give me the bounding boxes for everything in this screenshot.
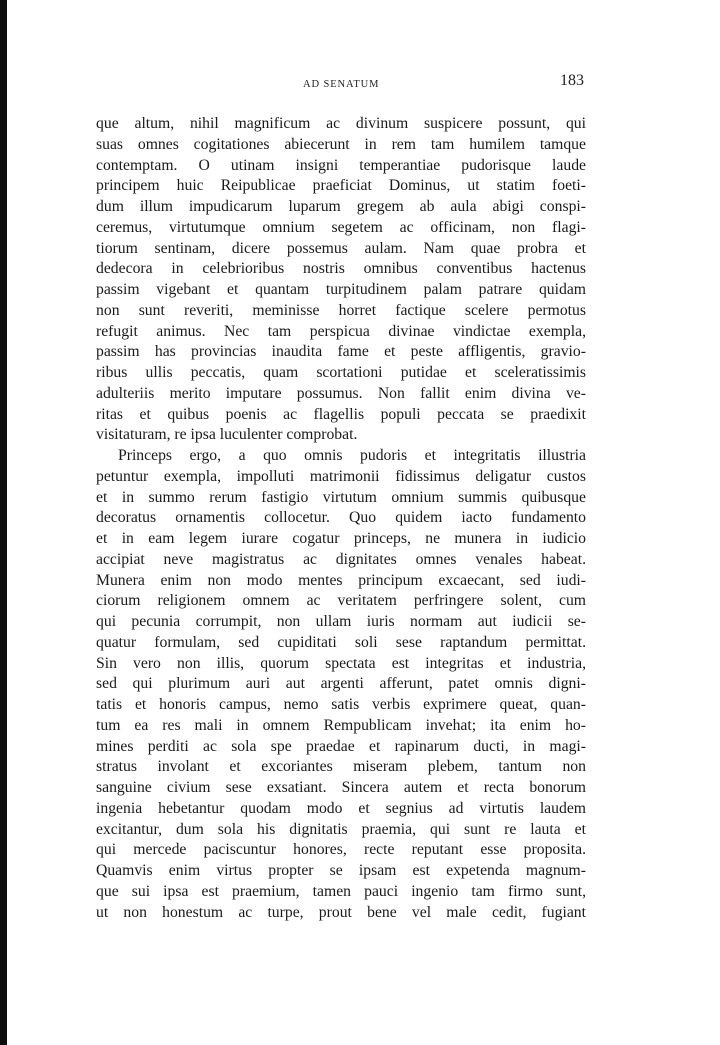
text-line: sanguine civium sese exsatiant. Sincera autem et recta bonorum <box>96 779 586 796</box>
binding-edge <box>0 0 7 1045</box>
text-line: petuntur exempla, impolluti matrimonii fidissimus deligatur custos <box>96 467 586 485</box>
text-line: ribus ullis peccatis, quam scortationi putidae et sceleratissimis <box>96 364 586 381</box>
text-line: contemptam. O utinam insigni temperantiae pudorisque laude <box>96 156 586 174</box>
text-line: excitantur, dum sola his dignitatis praemia, qui sunt re lauta et <box>96 820 586 838</box>
text-line: principem huic Reipublicae praeficiat Dominus, ut statim foeti- <box>96 177 586 195</box>
text-line: sed qui plurimum auri aut argenti afferunt, patet omnis digni- <box>96 675 586 693</box>
text-line: et in eam legem iurare cogatur princeps, ne munera in iudicio <box>96 530 586 547</box>
text-line: refugit animus. Nec tam perspicua divinae vindictae exempla, <box>96 322 586 340</box>
body-text <box>96 114 586 923</box>
text-line: ceremus, virtutumque omnium segetem ac officinam, non flagi- <box>96 218 586 236</box>
page-header <box>96 72 586 96</box>
text-line: stratus involant et excoriantes miseram plebem, tantum non <box>96 758 586 776</box>
text-line: qui pecunia corrumpit, non ullam iuris normam aut iudicii se- <box>96 613 586 630</box>
text-line: que sui ipsa est praemium, tamen pauci ingenio tam firmo sunt, <box>96 882 586 900</box>
text-line: quatur formulam, sed cupiditati soli sese raptandum permittat. <box>96 633 586 651</box>
text-line: non sunt reveriti, meminisse horret factique scelere permotus <box>96 301 586 319</box>
text-line: et in summo rerum fastigio virtutum omnium summis quibusque <box>96 488 586 506</box>
text-line: que altum, nihil magnificum ac divinum suspicere possunt, qui <box>96 115 586 132</box>
text-line: ingenia hebetantur quodam modo et segnius ad virtutis laudem <box>96 799 586 817</box>
text-line: dum illum impudicarum luparum gregem ab aula abigi conspi- <box>96 198 586 215</box>
text-line: decoratus ornamentis collocetur. Quo quidem iacto fundamento <box>96 509 586 527</box>
text-line: Munera enim non modo mentes principum excaecant, sed iudi- <box>96 571 586 589</box>
text-line: passim has provincias inaudita fame et peste affligentis, gravio- <box>96 343 586 361</box>
text-line: suas omnes cogitationes abiecerunt in rem tam humilem tamque <box>96 135 586 153</box>
text-line: tatis et honoris campus, nemo satis verbis exprimere queat, quan- <box>96 696 586 713</box>
text-line: tum ea res mali in omnem Rempublicam invehat; ita enim ho- <box>96 716 586 734</box>
text-line: accipiat neve magistratus ac dignitates omnes venales habeat. <box>96 550 586 568</box>
text-line: ciorum religionem omnem ac veritatem perfringere solent, cum <box>96 592 586 610</box>
page-number: 183 <box>560 72 584 89</box>
text-line: mines perditi ac sola spe praedae et rapinarum ducti, in magi- <box>96 737 586 755</box>
text-line: Sin vero non illis, quorum spectata est integritas et industria, <box>96 654 586 672</box>
running-head: AD SENATUM <box>303 79 380 90</box>
text-line: adulteriis merito imputare possumus. Non fallit enim divina ve- <box>96 384 586 402</box>
text-line: ut non honestum ac turpe, prout bene vel male cedit, fugiant <box>96 903 586 921</box>
text-line: tiorum sentinam, dicere possemus aulam. Nam quae probra et <box>96 239 586 257</box>
text-line: ritas et quibus poenis ac flagellis populi peccata se praedixit <box>96 405 586 423</box>
text-line: Quamvis enim virtus propter se ipsam est expetenda magnum- <box>96 862 586 879</box>
text-line-paragraph-end: visitaturam, re ipsa luculenter comprobat. <box>96 426 358 444</box>
text-line-paragraph-start: Princeps ergo, a quo omnis pudoris et integritatis illustria <box>118 447 586 464</box>
text-line: qui mercede paciscuntur honores, recte reputant esse proposita. <box>96 841 586 859</box>
text-line: passim vigebant et quantam turpitudinem palam patrare quidam <box>96 281 586 298</box>
text-line: dedecora in celebrioribus nostris omnibus conventibus hactenus <box>96 260 586 278</box>
